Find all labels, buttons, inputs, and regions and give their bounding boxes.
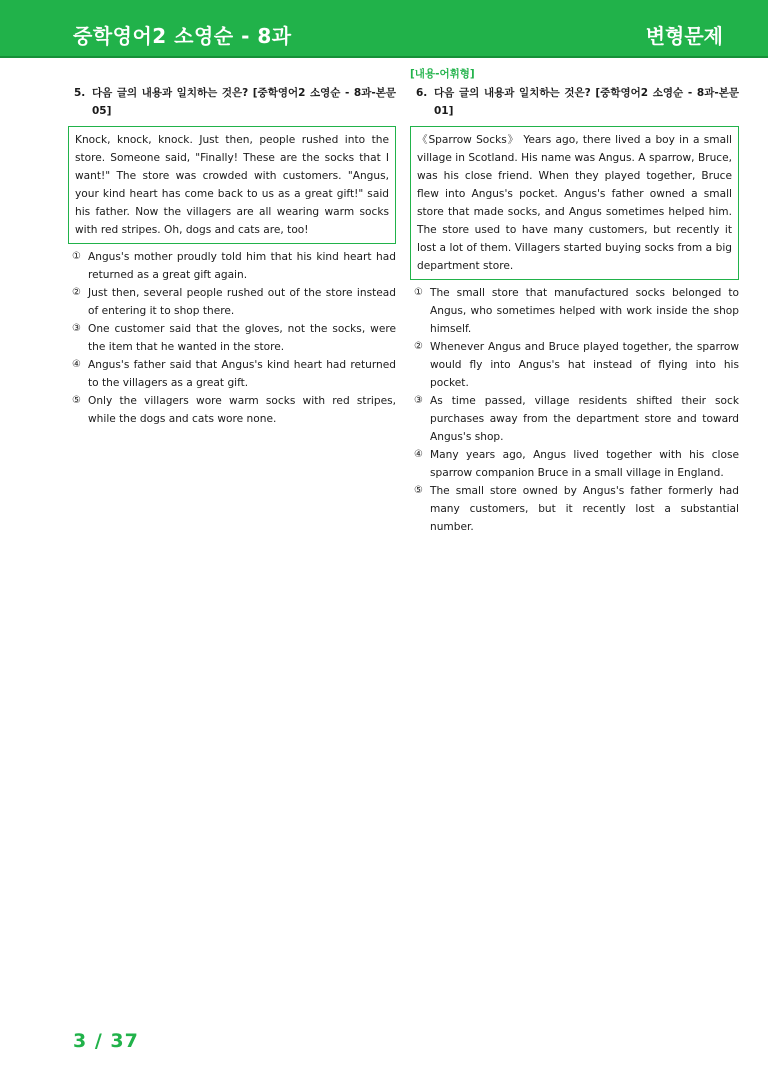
question-header [68, 84, 396, 120]
option-text: The small store that manufactured socks belonged to Angus, who sometimes helped with work inside the shop himself. [430, 287, 739, 335]
question-tag: [내용-어휘형] [410, 68, 475, 80]
answer-option-1[interactable] [68, 248, 396, 284]
answer-option-1[interactable] [410, 284, 739, 338]
option-marker: ⑤ [72, 395, 81, 406]
question-header [410, 84, 739, 120]
option-text: Angus's mother proudly told him that his kind heart had returned as a great gift again. [88, 251, 396, 281]
option-marker: ② [414, 341, 423, 352]
option-marker: ⑤ [414, 485, 423, 496]
question-number: 6. [416, 87, 428, 99]
answer-option-5[interactable] [68, 392, 396, 428]
passage-box: 《Sparrow Socks》 Years ago, there lived a boy in a small village in Scotland. His name was Angus. A sparrow, Bruce, was his close friend. When they played together, Bruce flew into Angus's pocket. Angus's father owned a small store that made socks, and Angus sometimes helped him. The store used to have many customers, but recently it lost a lot of them. Villagers started buying socks from a big department store. [410, 126, 739, 280]
answer-option-2[interactable] [68, 284, 396, 320]
document-type-label: 변형문제 [645, 24, 723, 48]
question-number: 5. [74, 87, 86, 99]
answer-option-4[interactable] [410, 446, 739, 482]
option-marker: ① [72, 251, 81, 262]
answer-options [68, 248, 396, 428]
answer-option-3[interactable] [410, 392, 739, 446]
answer-option-3[interactable] [68, 320, 396, 356]
option-marker: ② [72, 287, 81, 298]
question-prompt: 다음 글의 내용과 일치하는 것은? [중학영어2 소영순 - 8과-본문 01] [434, 87, 739, 117]
answer-option-4[interactable] [68, 356, 396, 392]
option-text: Angus's father said that Angus's kind heart had returned to the villagers as a great gift. [88, 359, 396, 389]
option-text: The small store owned by Angus's father formerly had many customers, but it recently lost a substantial number. [430, 485, 739, 533]
option-marker: ① [414, 287, 423, 298]
passage-box: Knock, knock, knock. Just then, people rushed into the store. Someone said, "Finally! These are the socks that I want!" The store was crowded with customers. "Angus, your kind heart has come back to us as a great gift!" said his father. Now the villagers are all wearing warm socks with red stripes. Oh, dogs and cats are, too! [68, 126, 396, 244]
option-marker: ④ [414, 449, 423, 460]
option-marker: ③ [414, 395, 423, 406]
question-prompt: 다음 글의 내용과 일치하는 것은? [중학영어2 소영순 - 8과-본문 05] [92, 87, 396, 117]
answer-option-5[interactable] [410, 482, 739, 536]
option-text: Many years ago, Angus lived together with his close sparrow companion Bruce in a small village in England. [430, 449, 739, 479]
question-5 [68, 66, 396, 428]
answer-options [410, 284, 739, 536]
option-text: Just then, several people rushed out of the store instead of entering it to shop there. [88, 287, 396, 317]
option-text: One customer said that the gloves, not the socks, were the item that he wanted in the store. [88, 323, 396, 353]
option-text: Only the villagers wore warm socks with red stripes, while the dogs and cats wore none. [88, 395, 396, 425]
option-text: Whenever Angus and Bruce played together, the sparrow would fly into Angus's hat instead of flying into his pocket. [430, 341, 739, 389]
answer-option-2[interactable] [410, 338, 739, 392]
question-tag [68, 66, 396, 82]
question-6 [410, 66, 739, 536]
page-number: 3 / 37 [73, 1030, 139, 1052]
option-marker: ④ [72, 359, 81, 370]
option-marker: ③ [72, 323, 81, 334]
document-title: 중학영어2 소영순 - 8과 [73, 24, 292, 48]
option-text: As time passed, village residents shifted their sock purchases away from the department store and toward Angus's shop. [430, 395, 739, 443]
header-bar [0, 0, 768, 58]
